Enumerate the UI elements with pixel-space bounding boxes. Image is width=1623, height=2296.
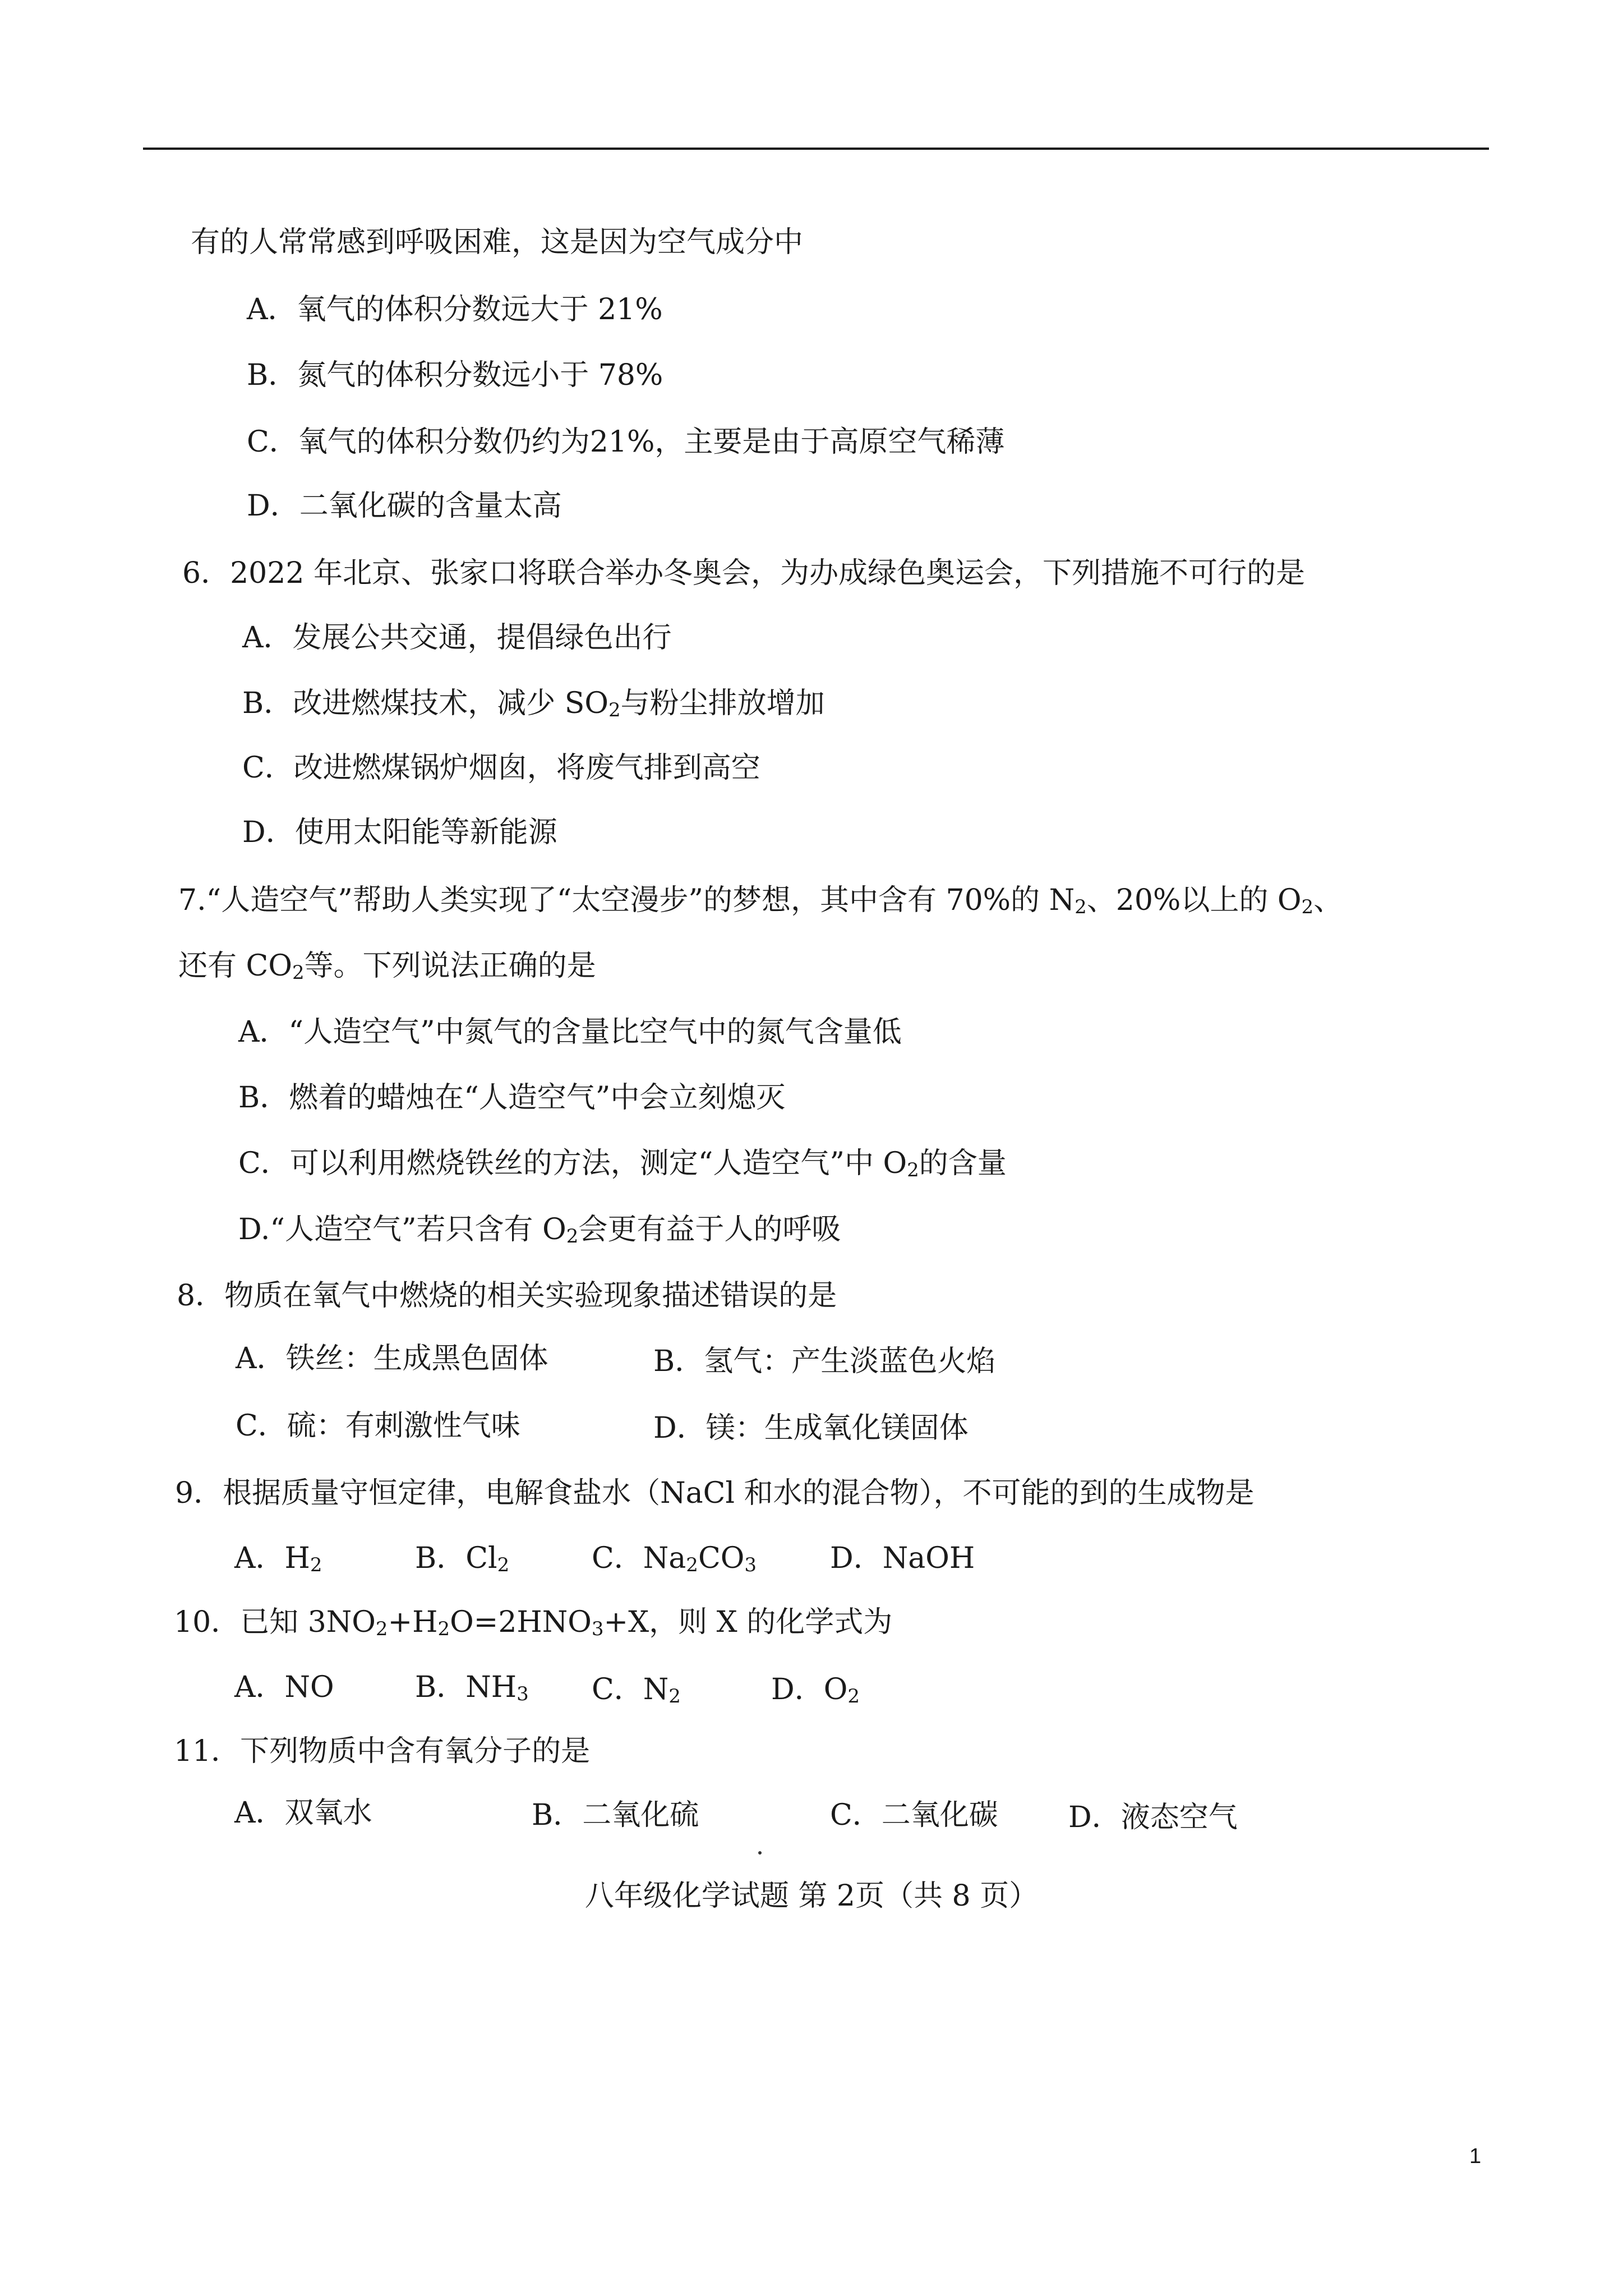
q6-option-a: A．发展公共交通，提倡绿色出行: [242, 621, 672, 655]
q10-option-a: A．NO: [234, 1671, 334, 1704]
q5-option-a: A．氧气的体积分数远大于 21%: [247, 293, 663, 326]
scan-speck: [758, 1851, 762, 1855]
q9-option-b: B．$Cl_2$: [415, 1542, 510, 1576]
q9-option-d: D．NaOH: [830, 1542, 975, 1575]
q7-stem-line-2: 还有 $CO_2$等。下列说法正确的是: [178, 949, 596, 984]
q7-option-a: A．“人造空气”中氮气的含量比空气中的氮气含量低: [238, 1015, 902, 1049]
header-rule: [143, 148, 1489, 150]
q9-stem: 9．根据质量守恒定律，电解食盐水（NaCl 和水的混合物），不可能的到的生成物是: [175, 1476, 1255, 1510]
q5-option-c: C．氧气的体积分数仍约为21%，主要是由于高原空气稀薄: [247, 425, 1005, 459]
q8-option-a: A．铁丝：生成黑色固体: [236, 1342, 548, 1375]
q6-stem: 6．2022 年北京、张家口将联合举办冬奥会，为办成绿色奥运会，下列措施不可行的是: [182, 556, 1305, 590]
q8-option-d: D．镁：生成氧化镁固体: [653, 1411, 969, 1445]
q11-option-a: A．双氧水: [234, 1796, 372, 1830]
q5-stem-continuation: 有的人常常感到呼吸困难，这是因为空气成分中: [191, 226, 804, 259]
q10-option-d: D．$O_2$: [771, 1673, 860, 1708]
q9-option-c: C．$Na_2CO_3$: [592, 1542, 757, 1576]
q11-option-c: C．二氧化碳: [830, 1798, 998, 1832]
q7-stem-line-1: 7.“人造空气”帮助人类实现了“太空漫步”的梦想，其中含有 70%的 $N_2$、20%以上的 $O_2$、: [178, 884, 1343, 918]
q7-option-d: D.“人造空气”若只含有 $O_2$会更有益于人的呼吸: [238, 1213, 841, 1248]
q6-option-c: C．改进燃煤锅炉烟囱，将废气排到高空: [242, 751, 760, 785]
q11-stem: 11．下列物质中含有氧分子的是: [174, 1734, 591, 1768]
exam-footer: 八年级化学试题 第 2页（共 8 页）: [584, 1879, 1039, 1913]
page-number: 1: [1469, 2145, 1482, 2168]
q10-option-c: C．$N_2$: [592, 1673, 681, 1708]
q5-option-d: D．二氧化碳的含量太高: [247, 489, 562, 523]
q7-option-b: B．燃着的蜡烛在“人造空气”中会立刻熄灭: [238, 1081, 786, 1115]
q9-option-a: A．$H_2$: [234, 1542, 322, 1576]
q11-option-d: D．液态空气: [1068, 1801, 1238, 1834]
q8-option-c: C．硫：有刺激性气味: [236, 1409, 520, 1443]
q8-option-b: B．氢气：产生淡蓝色火焰: [653, 1345, 996, 1378]
q8-stem: 8．物质在氧气中燃烧的相关实验现象描述错误的是: [177, 1279, 837, 1313]
q7-option-c: C．可以利用燃烧铁丝的方法，测定“人造空气”中 $O_2$的含量: [238, 1147, 1007, 1181]
q10-option-b: B．$NH_3$: [415, 1671, 529, 1705]
q5-option-b: B．氮气的体积分数远小于 78%: [247, 358, 663, 392]
q11-option-b: B．二氧化硫: [532, 1798, 699, 1832]
q6-option-b: B．改进燃煤技术，减少 $SO_2$与粉尘排放增加: [242, 687, 825, 721]
q6-option-d: D．使用太阳能等新能源: [242, 816, 557, 849]
q10-stem: 10．已知 $3NO_2+H_2O=2HNO_3+X$，则 X 的化学式为: [174, 1605, 893, 1640]
